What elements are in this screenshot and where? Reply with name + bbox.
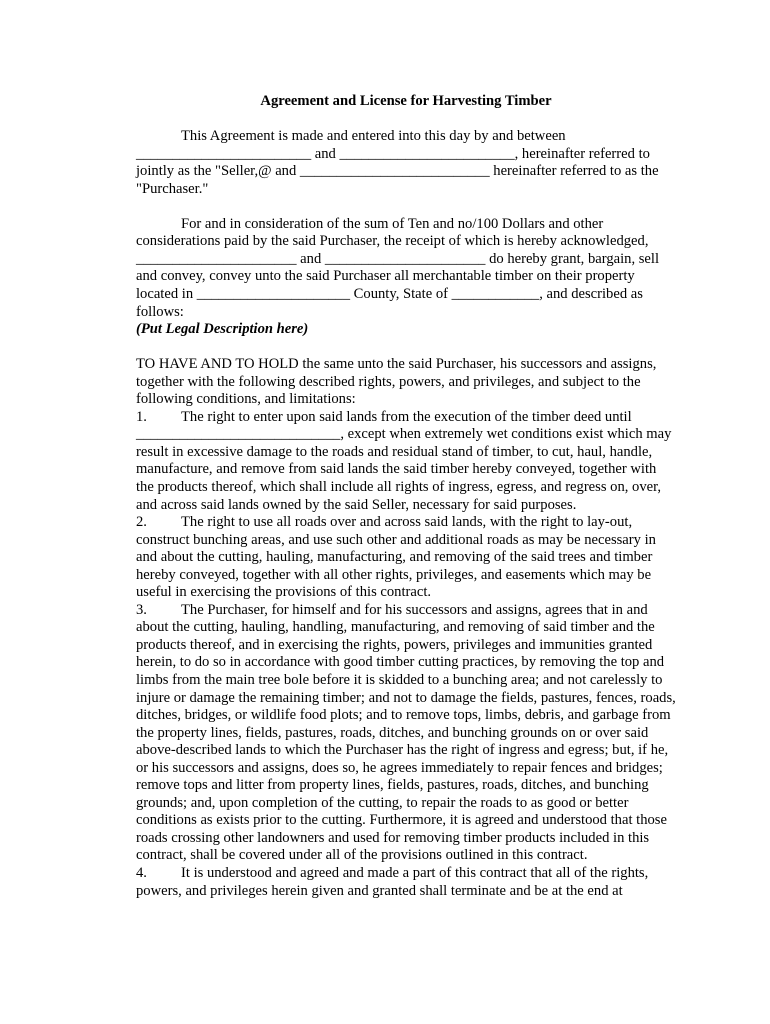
clause-1 xyxy=(136,409,676,514)
clause-number: 1. xyxy=(136,408,147,425)
habendum-paragraph: TO HAVE AND TO HOLD the same unto the said Purchaser, his successors and assigns, together with the following described rights, powers, and privileges, and subject to the following conditions, and limitations: xyxy=(136,356,657,408)
document-page xyxy=(136,93,676,900)
clause-2 xyxy=(136,514,676,602)
clause-4 xyxy=(136,865,676,900)
consideration-paragraph: For and in consideration of the sum of Ten and no/100 Dollars and other considerations paid by the said Purchaser, the receipt of which is hereby acknowledged, ______________________ and ______________________ do hereby grant, bargain, sell and convey, convey unto the said Purchaser all merchantable timber on their property located in _____________________ County, State of ____________, and described as follows: xyxy=(136,215,660,320)
clause-number: 2. xyxy=(136,514,147,531)
clause-3 xyxy=(136,602,676,865)
clause-text: It is understood and agreed and made a part of this contract that all of the rights, powers, and privileges herein given and granted shall terminate and be at the end at xyxy=(136,865,649,899)
legal-description-placeholder: (Put Legal Description here) xyxy=(136,321,309,338)
document-title: Agreement and License for Harvesting Timber xyxy=(260,93,552,109)
clause-text: The Purchaser, for himself and for his successors and assigns, agrees that in and about the cutting, hauling, handling, manufacturing, and removing of said timber and the products thereof, and in exercising the rights, powers, privileges and immunities granted herein, to do so in accordance with good timber cutting practices, by removing the top and limbs from the main tree bole before it is skidded to a bunching area; and not carelessly to injure or damage the remaining timber; and not to damage the fields, pastures, fences, roads, ditches, bridges, or wildlife food plots; and to remove tops, limbs, debris, and garbage from the property lines, fields, pastures, roads, ditches, and bunching grounds on or over said above-described lands to which the Purchaser has the right of ingress and egress; but, if he, or his successors and assigns, does so, he agrees immediately to repair fences and bridges; remove tops and litter from property lines, fields, pastures, roads, ditches, and bunching grounds; and, upon completion of the cutting, to repair the roads to as good or better conditions as exists prior to the cutting. Furthermore, it is agreed and understood that those roads crossing other landowners and used for removing timber products included in this contract, shall be covered under all of the provisions outlined in this contract. xyxy=(136,601,676,864)
clause-text: The right to use all roads over and across said lands, with the right to lay-out, construct bunching areas, and use such other and additional roads as may be necessary in and about the cutting, hauling, manufacturing, and removing of the said trees and timber hereby conveyed, together with all other rights, privileges, and easements which may be useful in exercising the provisions of this contract. xyxy=(136,514,656,601)
clause-number: 3. xyxy=(136,601,147,618)
clause-number: 4. xyxy=(136,865,147,882)
clause-text: The right to enter upon said lands from the execution of the timber deed until ____________________________, except when extremely wet conditions exist which may result in excessive damage to the roads and residual stand of timber, to cut, haul, handle, manufacture, and remove from said lands the said timber hereby conveyed, together with the products thereof, which shall include all rights of ingress, egress, and regress on, over, and across said lands owned by the said Seller, necessary for said purposes. xyxy=(136,408,672,513)
intro-paragraph: This Agreement is made and entered into this day by and between ________________________ and ________________________, hereinafter referred to jointly as the "Seller,@ and __________________________ hereinafter referred to as the "Purchaser." xyxy=(136,128,659,197)
